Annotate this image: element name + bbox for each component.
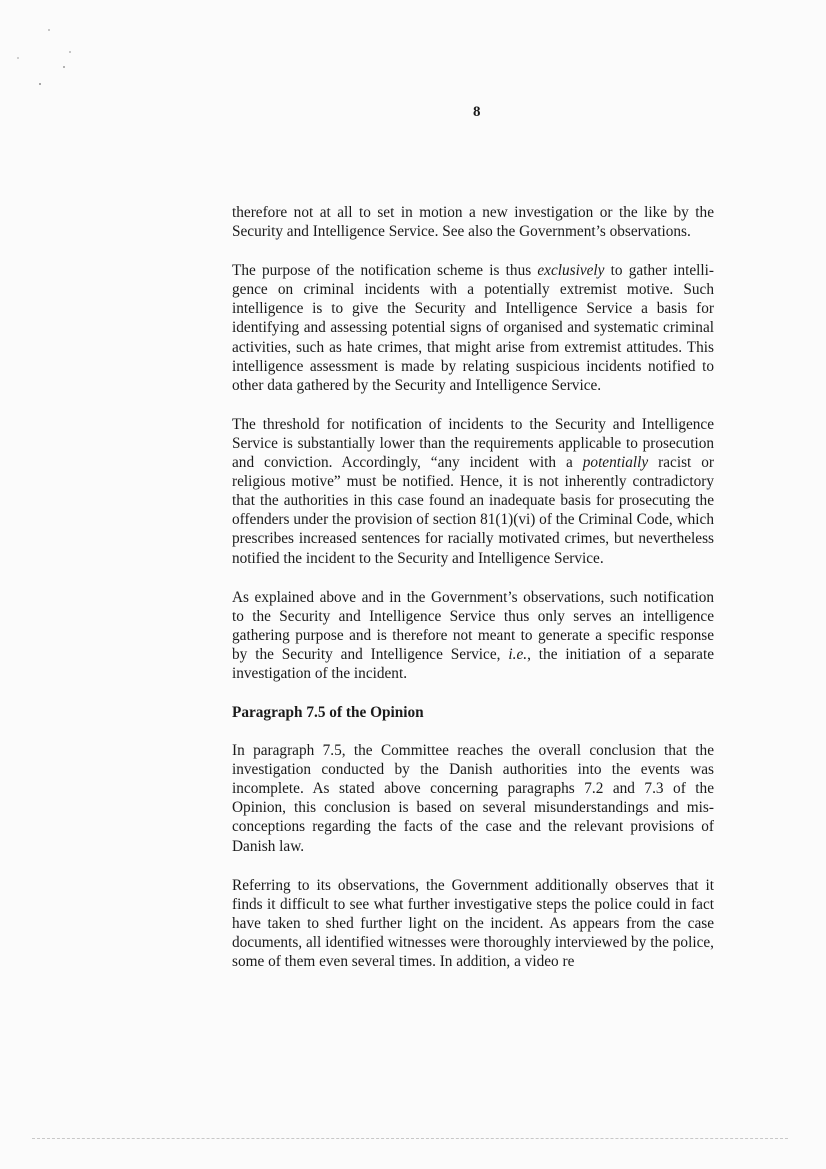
page-number: 8 — [473, 104, 481, 120]
paragraph-3-text-a: The threshold for notification of incidents to the Security and Intelligence Service is substantially lower than the requirements applicable to prosecution and conviction. Accordingly, “any incident with a — [232, 415, 714, 472]
paragraph-2-text-a: The purpose of the notification scheme is thus — [232, 262, 538, 280]
scan-specks — [0, 0, 90, 100]
section-heading: Paragraph 7.5 of the Opinion — [232, 704, 424, 722]
footer-rule — [32, 1138, 788, 1139]
paragraph-3 — [232, 415, 714, 568]
paragraph-6: Referring to its observations, the Government additionally observes that it finds it difficult to see what further investigative steps the police could in fact have taken to shed further light on the incident. As appears from the case documents, all identified witnesses were thoroughly interviewed by the police, some of them even several times. In addition, a video re — [232, 876, 714, 970]
emphasis-potentially: potentially — [582, 454, 649, 472]
paragraph-3-text-b: racist or religious motive” must be notified. Hence, it is not inherently contradictory that the authorities in this case found an inadequate basis for prosecuting the offenders under the provision of section 81(1)(vi) of the Criminal Code, which prescribes increased sentences for racially motivated crimes, but nevertheless notified the incident to the Security and Intelligence Service. — [232, 454, 714, 567]
paragraph-2 — [232, 261, 714, 395]
paragraph-2-text-b: to gather intelligence on criminal incidents with a potentially extremist motive. Such intelligence is to give the Security and Intelligence Service a basis for identifying and assessing potential signs of organised and systematic criminal activities, such as hate crimes, that might arise from extremist attitudes. This intelligence assessment is made by relating suspicious incidents notified to other data gathered by the Security and Intelligence Service. — [232, 262, 714, 394]
emphasis-exclusively: exclusively — [537, 262, 605, 280]
paragraph-4-text-b: , the initiation of a separate investigation of the incident. — [232, 645, 714, 682]
emphasis-ie: i.e. — [508, 645, 528, 663]
paragraph-5: In paragraph 7.5, the Committee reaches the overall conclusion that the investigation conducted by the Danish authorities into the events was incomplete. As stated above concerning paragraphs 7.2 and 7.3 of the Opinion, this conclusion is based on several misunderstandings and misconceptions regarding the facts of the case and the relevant provisions of Danish law. — [232, 742, 714, 855]
document-body — [232, 203, 714, 991]
paragraph-1: therefore not at all to set in motion a new investigation or the like by the Security and Intelligence Service. See also the Government’s observations. — [232, 204, 714, 241]
paragraph-4 — [232, 588, 714, 683]
paragraph-4-text-a: As explained above and in the Government’s observations, such notification to the Security and Intelligence Service thus only serves an intelligence gathering purpose and is therefore not meant to generate a specific response by the Security and Intelligence Service, — [232, 588, 714, 663]
